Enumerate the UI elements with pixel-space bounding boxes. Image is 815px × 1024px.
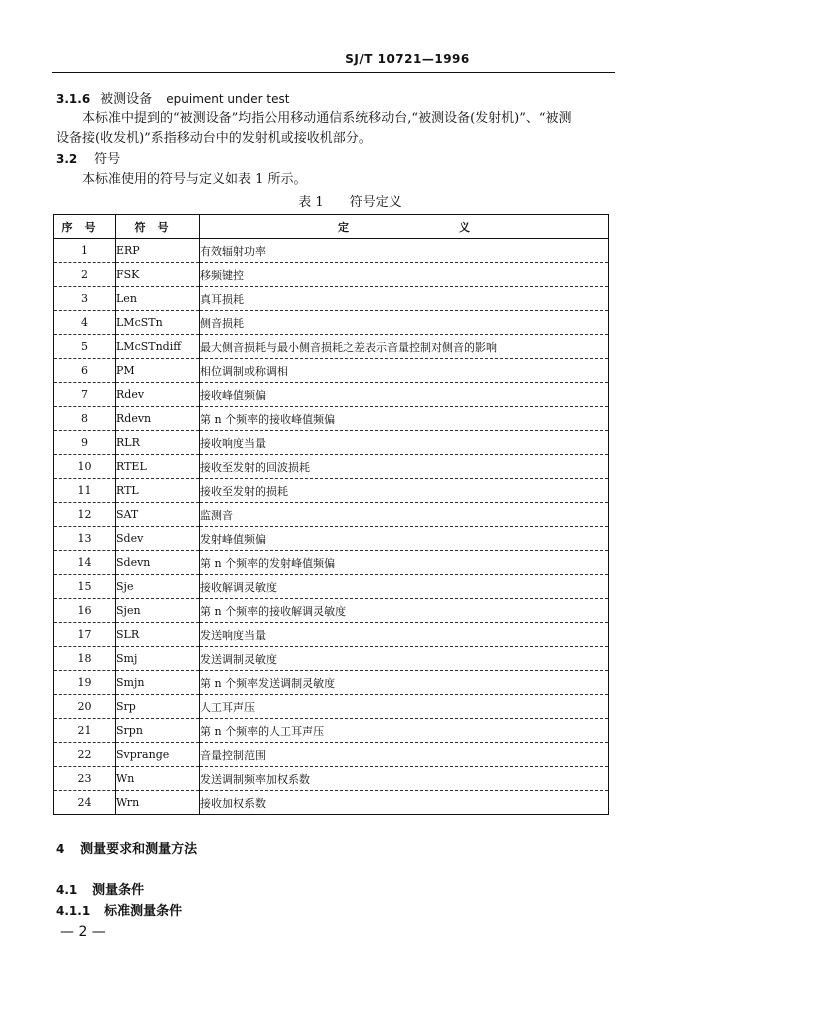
table-caption-title: 符号定义	[349, 195, 402, 210]
row-symbol: ERP	[116, 239, 200, 263]
header-symbol: 符号	[116, 215, 200, 239]
row-symbol: PM	[116, 359, 200, 383]
section-3-2-heading	[56, 150, 120, 169]
table-row	[54, 335, 609, 359]
paragraph-line: 设备接(收发机)”系指移动台中的发射机或接收机部分。	[56, 131, 372, 146]
section-number: 3.2	[56, 152, 78, 166]
table-row	[54, 239, 609, 263]
table-row	[54, 431, 609, 455]
row-symbol: Wn	[116, 767, 200, 791]
row-definition: 接收至发射的损耗	[200, 479, 609, 503]
section-3-1-6-heading	[56, 90, 289, 109]
section-number: 4.1.1	[56, 904, 91, 918]
row-definition: 第 n 个频率的接收解调灵敏度	[200, 599, 609, 623]
row-number: 3	[54, 287, 116, 311]
table-row	[54, 623, 609, 647]
row-number: 11	[54, 479, 116, 503]
row-definition: 发射峰值频偏	[200, 527, 609, 551]
row-symbol: LMcSTndiff	[116, 335, 200, 359]
table-row	[54, 287, 609, 311]
section-title-en: epuiment under test	[166, 92, 290, 106]
row-definition: 有效辐射功率	[200, 239, 609, 263]
row-symbol: SAT	[116, 503, 200, 527]
row-symbol: Rdevn	[116, 407, 200, 431]
table-row	[54, 575, 609, 599]
table-row	[54, 263, 609, 287]
row-definition: 真耳损耗	[200, 287, 609, 311]
table-row	[54, 647, 609, 671]
header-divider	[52, 72, 615, 73]
section-number: 3.1.6	[56, 92, 91, 106]
table-row	[54, 671, 609, 695]
page-number: — 2 —	[60, 924, 106, 940]
table-row	[54, 311, 609, 335]
row-number: 5	[54, 335, 116, 359]
row-definition: 第 n 个频率的接收峰值频偏	[200, 407, 609, 431]
row-number: 1	[54, 239, 116, 263]
section-4-heading	[56, 840, 197, 859]
section-title: 测量要求和测量方法	[80, 842, 198, 857]
section-number: 4	[56, 842, 65, 856]
row-number: 19	[54, 671, 116, 695]
row-definition: 音量控制范围	[200, 743, 609, 767]
row-number: 23	[54, 767, 116, 791]
row-number: 21	[54, 719, 116, 743]
row-number: 6	[54, 359, 116, 383]
header-definition-part-2: 义	[459, 220, 470, 234]
row-number: 17	[54, 623, 116, 647]
row-symbol: Srpn	[116, 719, 200, 743]
row-symbol: Sje	[116, 575, 200, 599]
table-caption-label: 表 1	[298, 195, 324, 210]
row-number: 4	[54, 311, 116, 335]
table-row	[54, 767, 609, 791]
row-number: 2	[54, 263, 116, 287]
row-definition: 接收解调灵敏度	[200, 575, 609, 599]
row-definition: 接收加权系数	[200, 791, 609, 815]
row-symbol: Svprange	[116, 743, 200, 767]
table-row	[54, 719, 609, 743]
row-symbol: Wrn	[116, 791, 200, 815]
row-definition: 第 n 个频率的发射峰值频偏	[200, 551, 609, 575]
section-title: 标准测量条件	[104, 904, 183, 919]
row-number: 15	[54, 575, 116, 599]
row-symbol: Sdev	[116, 527, 200, 551]
row-symbol: RTL	[116, 479, 200, 503]
row-symbol: Smjn	[116, 671, 200, 695]
header-definition-part-1: 定	[338, 220, 349, 234]
row-symbol: LMcSTn	[116, 311, 200, 335]
row-number: 12	[54, 503, 116, 527]
table-row	[54, 599, 609, 623]
header-number: 序号	[54, 215, 116, 239]
row-definition: 第 n 个频率发送调制灵敏度	[200, 671, 609, 695]
running-header: SJ/T 10721—1996	[345, 52, 470, 66]
paragraph-line: 本标准使用的符号与定义如表 1 所示。	[82, 172, 307, 187]
table-caption	[0, 191, 700, 210]
table-row	[54, 527, 609, 551]
row-number: 9	[54, 431, 116, 455]
table-row	[54, 383, 609, 407]
section-4-1-1-heading	[56, 902, 182, 921]
section-title: 被测设备	[100, 92, 153, 107]
table-row	[54, 551, 609, 575]
row-definition: 侧音损耗	[200, 311, 609, 335]
row-definition: 发送调制频率加权系数	[200, 767, 609, 791]
row-symbol: FSK	[116, 263, 200, 287]
paragraph-line: 本标准中提到的“被测设备”均指公用移动通信系统移动台,“被测设备(发射机)”、“被测	[82, 111, 572, 126]
row-number: 10	[54, 455, 116, 479]
table-row	[54, 695, 609, 719]
table-body	[54, 239, 609, 815]
row-definition: 接收响度当量	[200, 431, 609, 455]
table-row	[54, 503, 609, 527]
table-row	[54, 359, 609, 383]
row-definition: 相位调制或称调相	[200, 359, 609, 383]
row-symbol: Srp	[116, 695, 200, 719]
row-number: 24	[54, 791, 116, 815]
row-definition: 发送响度当量	[200, 623, 609, 647]
table-row	[54, 455, 609, 479]
row-definition: 最大侧音损耗与最小侧音损耗之差表示音量控制对侧音的影响	[200, 335, 609, 359]
section-title: 符号	[94, 152, 121, 167]
row-definition: 移频键控	[200, 263, 609, 287]
row-definition: 接收至发射的回波损耗	[200, 455, 609, 479]
row-number: 18	[54, 647, 116, 671]
row-symbol: RTEL	[116, 455, 200, 479]
table-row	[54, 791, 609, 815]
table-row	[54, 479, 609, 503]
row-symbol: SLR	[116, 623, 200, 647]
section-4-1-heading	[56, 881, 144, 900]
row-number: 20	[54, 695, 116, 719]
table-row	[54, 407, 609, 431]
row-number: 22	[54, 743, 116, 767]
row-symbol: Rdev	[116, 383, 200, 407]
header-definition	[200, 215, 609, 239]
row-symbol: RLR	[116, 431, 200, 455]
row-symbol: Sjen	[116, 599, 200, 623]
row-symbol: Len	[116, 287, 200, 311]
row-number: 13	[54, 527, 116, 551]
row-definition: 人工耳声压	[200, 695, 609, 719]
section-title: 测量条件	[92, 883, 145, 898]
row-number: 7	[54, 383, 116, 407]
row-symbol: Smj	[116, 647, 200, 671]
row-definition: 接收峰值频偏	[200, 383, 609, 407]
table-header-row	[54, 215, 609, 239]
section-number: 4.1	[56, 883, 78, 897]
row-number: 14	[54, 551, 116, 575]
table-row	[54, 743, 609, 767]
row-number: 8	[54, 407, 116, 431]
row-number: 16	[54, 599, 116, 623]
symbol-definition-table	[53, 214, 609, 815]
row-definition: 第 n 个频率的人工耳声压	[200, 719, 609, 743]
row-symbol: Sdevn	[116, 551, 200, 575]
row-definition: 发送调制灵敏度	[200, 647, 609, 671]
row-definition: 监测音	[200, 503, 609, 527]
